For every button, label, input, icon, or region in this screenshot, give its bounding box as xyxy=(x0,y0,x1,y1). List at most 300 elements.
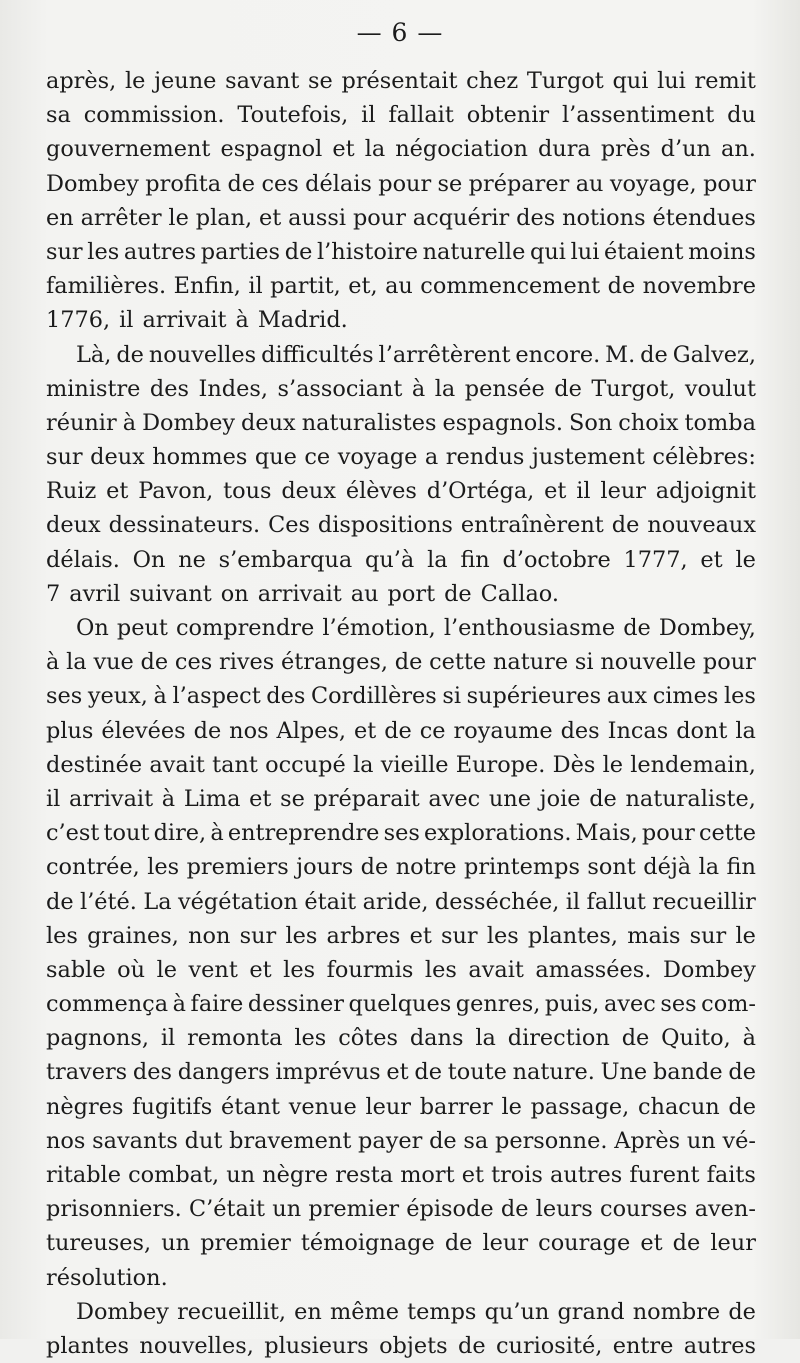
text-line xyxy=(46,406,756,440)
word: imprévus xyxy=(275,1059,381,1086)
text-line xyxy=(46,508,756,542)
word: autres xyxy=(123,238,197,265)
word: s’associant xyxy=(277,375,403,402)
word: C’était xyxy=(189,1196,266,1223)
word: difficultés xyxy=(261,341,374,368)
text-line xyxy=(46,1329,756,1363)
word: acquérir xyxy=(412,204,510,231)
word: de xyxy=(414,1059,442,1086)
word: s’embarqua xyxy=(218,546,353,573)
word: plantes, xyxy=(527,922,619,949)
word: des xyxy=(560,717,600,744)
word: de xyxy=(500,1196,529,1223)
word: présentait xyxy=(341,68,458,94)
word: il xyxy=(565,888,581,915)
word: étant xyxy=(221,1093,281,1120)
word: la xyxy=(364,136,386,163)
word: nouvelles xyxy=(148,341,257,368)
word: autres xyxy=(683,1332,756,1359)
word: obtenir xyxy=(466,102,550,129)
word: courses xyxy=(600,1196,688,1223)
word: un xyxy=(272,1196,302,1223)
text-line xyxy=(46,132,756,166)
word: arrivait xyxy=(257,580,342,607)
word: à xyxy=(210,820,224,847)
word: objets xyxy=(379,1332,448,1359)
word: genres, xyxy=(455,991,541,1018)
word: arrivait xyxy=(142,307,227,334)
text-line xyxy=(46,167,756,201)
word: un xyxy=(686,1127,716,1154)
word: adjoignit xyxy=(655,478,756,505)
word: qui xyxy=(612,68,649,94)
word: il xyxy=(119,307,134,334)
word: arrivait xyxy=(69,785,154,812)
word: 7 xyxy=(46,580,61,607)
text-line xyxy=(46,474,756,508)
word: personne. xyxy=(494,1127,608,1154)
word: remit xyxy=(694,68,756,94)
word: la xyxy=(698,854,720,881)
word: dura xyxy=(537,136,591,163)
word: de xyxy=(640,341,668,368)
word: et xyxy=(249,956,272,983)
text-line xyxy=(46,919,756,953)
word: délais. xyxy=(46,546,120,573)
word: parties xyxy=(200,238,281,265)
word: ces xyxy=(174,649,213,676)
word: la xyxy=(434,375,456,402)
word: de xyxy=(227,170,256,197)
word: et xyxy=(544,478,567,505)
word: pagnons, xyxy=(46,1025,149,1052)
word: si xyxy=(442,683,462,710)
word: le xyxy=(124,68,146,94)
word: ministre xyxy=(46,375,141,402)
word: cette xyxy=(429,649,487,676)
word: où xyxy=(117,956,146,983)
word: jeune xyxy=(154,68,217,94)
word: recueillir xyxy=(652,888,756,915)
word: la xyxy=(735,717,756,744)
word: prisonniers. xyxy=(46,1196,182,1223)
word: des xyxy=(266,683,306,710)
word: de xyxy=(193,717,222,744)
word: de xyxy=(140,649,169,676)
word: préparait xyxy=(313,785,420,812)
word: sont xyxy=(587,854,636,881)
word: que xyxy=(254,444,297,471)
word: Là, xyxy=(76,341,112,368)
word: nouvelle xyxy=(600,649,697,676)
word: trois xyxy=(491,1162,543,1188)
word: Madrid. xyxy=(257,307,348,334)
word: joie xyxy=(539,785,581,812)
word: de xyxy=(429,1127,457,1154)
word: profita xyxy=(145,170,222,197)
word: l’enthousiasme xyxy=(443,615,616,641)
word: Dombey xyxy=(46,170,139,197)
word: arbres xyxy=(326,922,401,949)
word: Europe. xyxy=(455,751,546,778)
word: commença xyxy=(46,991,169,1018)
word: savant xyxy=(225,68,300,94)
text-line xyxy=(46,987,756,1021)
word: du xyxy=(727,102,756,129)
word: au xyxy=(385,273,413,300)
word: après, xyxy=(46,68,117,94)
word: On xyxy=(76,615,109,641)
word: an. xyxy=(721,136,756,163)
word: Lima xyxy=(183,785,241,812)
word: préparer xyxy=(468,170,570,197)
word: à xyxy=(172,991,186,1018)
word: et xyxy=(249,785,272,812)
word: aussi xyxy=(288,204,347,231)
word: des xyxy=(149,375,189,402)
word: pour xyxy=(703,170,756,197)
word: de xyxy=(444,1230,473,1257)
word: avait xyxy=(468,956,524,983)
word: se xyxy=(437,170,463,197)
word: Après xyxy=(614,1127,681,1154)
text-line xyxy=(46,679,756,713)
word: l’été. xyxy=(80,888,137,915)
word: nos xyxy=(229,717,269,744)
word: étranges, xyxy=(281,649,388,676)
word: l’arrêtèrent xyxy=(378,341,511,368)
word: nègres xyxy=(46,1093,124,1120)
word: et xyxy=(640,1230,663,1257)
word: deux xyxy=(241,409,296,436)
word: à xyxy=(122,409,137,436)
word: sur xyxy=(441,922,478,949)
text-line xyxy=(46,1055,756,1089)
word: lui xyxy=(657,68,686,94)
word: fugitifs xyxy=(132,1093,213,1120)
word: voyage xyxy=(337,444,418,471)
word: d’un xyxy=(660,136,711,163)
word: faits xyxy=(706,1162,756,1188)
text-line xyxy=(46,850,756,884)
word: le xyxy=(735,922,756,949)
word: se xyxy=(308,68,333,94)
text-line xyxy=(46,953,756,987)
word: premiers xyxy=(186,854,289,881)
text-line xyxy=(46,1261,756,1295)
word: port xyxy=(387,580,436,607)
word: tout xyxy=(103,820,150,847)
word: remonta xyxy=(187,1025,283,1052)
word: avait xyxy=(149,751,205,778)
word: encore. xyxy=(515,341,601,368)
word: des xyxy=(132,1059,172,1086)
word: entreprendre xyxy=(227,820,380,847)
word: ce xyxy=(304,444,331,471)
word: premier xyxy=(200,1230,291,1257)
word: occupé xyxy=(265,751,346,778)
word: choix xyxy=(618,409,679,436)
word: Cordillères xyxy=(310,683,437,710)
word: Galvez, xyxy=(672,341,756,368)
word: nature xyxy=(492,649,569,676)
word: cimes xyxy=(652,683,719,710)
word: dut xyxy=(184,1127,223,1154)
word: amassées. xyxy=(535,956,652,983)
word: Mais, xyxy=(575,820,638,847)
word: barrer xyxy=(419,1093,493,1120)
word: naturelle xyxy=(422,238,526,265)
word: les xyxy=(285,922,318,949)
word: tureuses, xyxy=(46,1230,152,1257)
word: contrée, xyxy=(46,854,140,881)
word: dispositions xyxy=(317,512,453,539)
word: les xyxy=(147,854,180,881)
word: de xyxy=(444,580,472,607)
word: Toutefois, xyxy=(237,102,349,129)
word: aride, xyxy=(362,888,429,915)
word: dont xyxy=(676,717,728,744)
word: rives xyxy=(219,649,275,676)
word: pour xyxy=(702,649,756,676)
word: il xyxy=(160,1025,176,1052)
text-line xyxy=(46,1226,756,1260)
word: hommes xyxy=(152,444,248,471)
word: vieille xyxy=(380,751,449,778)
word: pour xyxy=(378,170,432,197)
word: explorations. xyxy=(423,820,572,847)
text-line xyxy=(46,64,756,98)
word: et xyxy=(354,717,377,744)
word: le xyxy=(735,546,756,573)
text-line xyxy=(46,782,756,816)
word: délais xyxy=(305,170,372,197)
word: et, xyxy=(348,273,378,300)
word: végétation xyxy=(178,888,298,915)
word: chez xyxy=(466,68,519,94)
word: ses xyxy=(46,683,83,710)
word: Ces xyxy=(268,512,310,539)
word: recueillit, xyxy=(177,1298,286,1325)
word: l’aspect xyxy=(172,683,261,710)
word: supérieures xyxy=(466,683,602,710)
word: le xyxy=(156,956,177,983)
word: leur xyxy=(600,478,646,505)
word: de xyxy=(623,615,651,641)
word: et xyxy=(332,136,355,163)
word: espagnol xyxy=(220,136,323,163)
word: un xyxy=(161,1230,191,1257)
word: notre xyxy=(395,854,457,881)
word: il xyxy=(46,785,61,812)
word: sur xyxy=(46,444,83,471)
word: se xyxy=(280,785,305,812)
word: a xyxy=(424,444,439,471)
word: Dès xyxy=(552,751,596,778)
word: gouvernement xyxy=(46,136,211,163)
word: chacun xyxy=(637,1093,720,1120)
word: était xyxy=(304,888,357,915)
word: pour xyxy=(641,820,695,847)
word: de xyxy=(607,273,636,300)
word: autres xyxy=(550,1162,623,1188)
word: Turgot, xyxy=(591,375,676,402)
word: à xyxy=(411,375,426,402)
word: de xyxy=(554,375,582,402)
word: qui xyxy=(530,238,566,265)
word: 1776, xyxy=(46,307,111,334)
word: Dombey xyxy=(142,409,235,436)
word: dans xyxy=(409,1025,464,1052)
word: avec xyxy=(428,785,481,812)
word: On xyxy=(132,546,166,573)
word: travers xyxy=(46,1059,128,1086)
word: les xyxy=(294,1025,327,1052)
word: sur xyxy=(239,922,277,949)
word: de xyxy=(728,1093,756,1120)
word: resta xyxy=(335,1162,394,1188)
word: de xyxy=(621,1025,650,1052)
word: à xyxy=(46,649,60,676)
word: les xyxy=(283,956,316,983)
word: de xyxy=(116,341,144,368)
word: le xyxy=(501,1093,522,1120)
text-line xyxy=(46,1090,756,1124)
word: il xyxy=(361,102,376,129)
word: arrêter xyxy=(80,204,162,231)
word: réunir xyxy=(46,409,117,436)
word: élevées xyxy=(101,717,186,744)
word: qu’à xyxy=(365,546,415,573)
word: la xyxy=(427,546,448,573)
word: premier xyxy=(308,1196,400,1223)
word: quelques xyxy=(348,991,452,1018)
word: Indes, xyxy=(198,375,268,402)
word: l’assentiment xyxy=(561,102,715,129)
text-line xyxy=(46,1158,756,1192)
word: tous xyxy=(223,478,272,505)
word: en xyxy=(46,204,74,231)
word: mais xyxy=(627,922,681,949)
word: leur xyxy=(365,1093,411,1120)
word: de xyxy=(611,512,640,539)
word: leurs xyxy=(535,1196,593,1223)
word: la xyxy=(475,1025,496,1052)
word: savants xyxy=(92,1127,178,1154)
word: 1777, xyxy=(623,546,688,573)
word: et xyxy=(409,922,432,949)
word: Enfin, xyxy=(173,273,241,300)
word: fallait xyxy=(388,102,454,129)
word: tant xyxy=(212,751,258,778)
word: Une xyxy=(600,1059,648,1086)
text-line xyxy=(46,440,756,474)
word: ne xyxy=(178,546,206,573)
word: élèves xyxy=(345,478,417,505)
word: Incas xyxy=(607,717,669,744)
text-line xyxy=(46,1295,756,1329)
word: fallut xyxy=(586,888,646,915)
word: ses xyxy=(383,820,420,847)
word: d’octobre xyxy=(502,546,611,573)
word: faire xyxy=(190,991,244,1018)
word: commencement xyxy=(420,273,601,300)
word: rendus xyxy=(445,444,525,471)
word: il xyxy=(576,478,591,505)
word: Alpes, xyxy=(276,717,347,744)
text-line xyxy=(46,1124,756,1158)
word: destinée xyxy=(46,751,143,778)
text-line xyxy=(46,201,756,235)
word: puis, xyxy=(544,991,600,1018)
word: vé- xyxy=(722,1127,756,1154)
word: entre xyxy=(612,1332,674,1359)
word: plusieurs xyxy=(264,1332,369,1359)
word: Ruiz xyxy=(46,478,97,505)
word: direction xyxy=(507,1025,610,1052)
word: peut xyxy=(116,615,168,641)
word: entraînèrent xyxy=(460,512,604,539)
word: les xyxy=(486,922,519,949)
word: commission. xyxy=(83,102,225,129)
text-line xyxy=(46,611,756,645)
word: nouveaux xyxy=(647,512,756,539)
word: et xyxy=(386,1059,409,1086)
word: voulut xyxy=(684,375,756,402)
word: deux xyxy=(90,444,145,471)
word: sur xyxy=(689,922,727,949)
word: aven- xyxy=(694,1196,756,1223)
word: les xyxy=(724,683,756,710)
word: ces xyxy=(261,170,299,197)
word: même xyxy=(329,1298,399,1325)
word: sa xyxy=(46,102,71,129)
page-number: — 6 — xyxy=(356,18,444,47)
word: fin xyxy=(460,546,490,573)
word: les xyxy=(424,956,457,983)
word: de xyxy=(394,649,423,676)
word: fourmis xyxy=(326,956,414,983)
word: de xyxy=(284,238,313,265)
word: à xyxy=(161,785,176,812)
word: yeux, xyxy=(87,683,148,710)
word: témoignage xyxy=(300,1230,435,1257)
word: nos xyxy=(46,1127,86,1154)
word: de xyxy=(360,854,389,881)
word: nouvelles, xyxy=(139,1332,254,1359)
text-line xyxy=(46,1021,756,1055)
word: nature. xyxy=(512,1059,595,1086)
text-line xyxy=(46,98,756,132)
word: dangers xyxy=(177,1059,270,1086)
word: naturaliste, xyxy=(625,785,756,812)
word: naturalistes xyxy=(301,409,437,436)
word: courage xyxy=(538,1230,631,1257)
word: de xyxy=(457,1332,486,1359)
word: négociation xyxy=(395,136,528,163)
text-line xyxy=(46,235,756,269)
text-line xyxy=(46,338,756,372)
word: ce xyxy=(419,717,446,744)
word: combat, xyxy=(128,1162,220,1188)
text-line xyxy=(46,1192,756,1226)
text-line xyxy=(46,714,756,748)
word: l’histoire xyxy=(317,238,418,265)
word: et xyxy=(106,478,129,505)
word: les xyxy=(87,238,120,265)
word: d’Ortéga, xyxy=(426,478,535,505)
word: curiosité, xyxy=(495,1332,603,1359)
